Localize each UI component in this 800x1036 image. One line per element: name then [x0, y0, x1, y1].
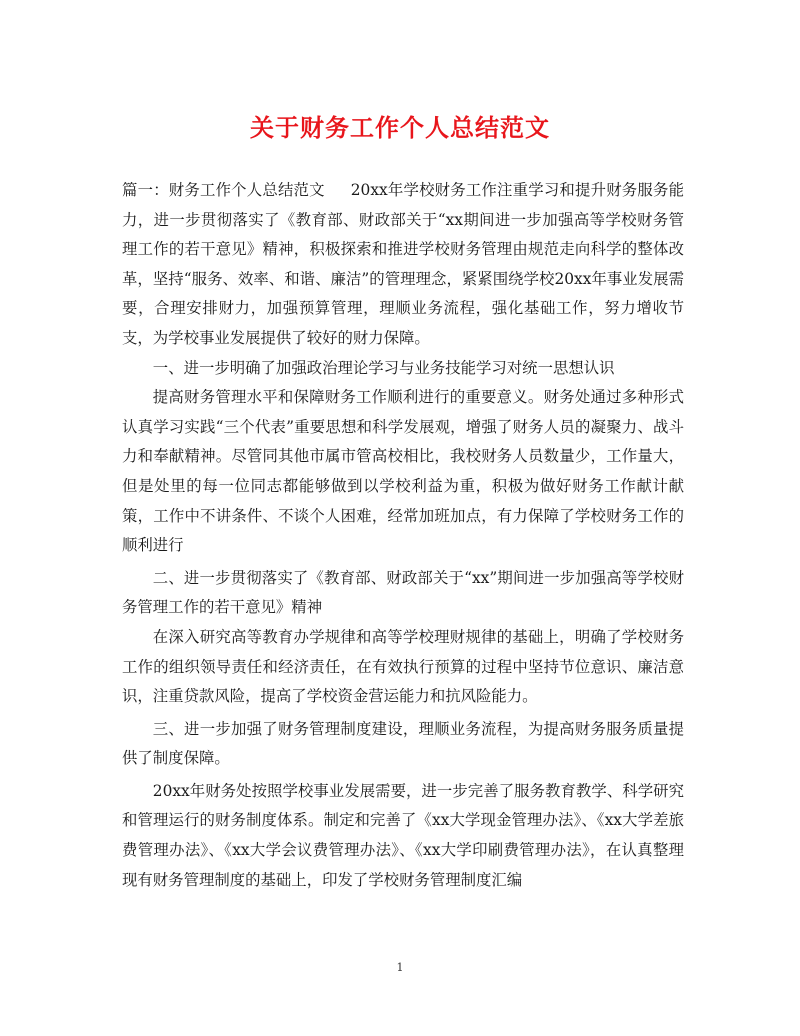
section-body-2: 在深入研究高等教育办学规律和高等学校理财规律的基础上，明确了学校财务工作的组织领导责任和经济责任，在有效执行预算的过程中坚持节位意识、廉洁意识，注重贷款风险，提高了学校资金营运能力和抗风险能力。 [122, 627, 684, 706]
section-heading-1: 一、进一步明确了加强政治理论学习与业务技能学习对统一思想认识 [152, 358, 615, 377]
section-heading-3: 三、进一步加强了财务管理制度建设，理顺业务流程，为提高财务服务质量提供了制度保障。 [122, 719, 684, 768]
section-body-3: 20xx年财务处按照学校事业发展需要，进一步完善了服务教育教学、科学研究和管理运行的财务制度体系。制定和完善了《xx大学现金管理办法》、《xx大学差旅费管理办法》、《xx大学会议费管理办法》、《xx大学印刷费管理办法》，在认真整理现有财务管理制度的基础上，印发了学校财务管理制度汇编 [122, 781, 684, 889]
intro-label: 篇一：财务工作个人总结范文 [122, 181, 325, 199]
intro-paragraph [122, 176, 684, 354]
intro-text: 20xx年学校财务工作注重学习和提升财务服务能力，进一步贯彻落实了《教育部、财政部关于“xx期间进一步加强高等学校财务管理工作的若干意见》精神，积极探索和推进学校财务管理由规范走向科学的整体改革，坚持“服务、效率、和谐、廉洁”的管理理念，紧紧围绕学校20xx年事业发展需要，合理安排财力，加强预算管理，理顺业务流程，强化基础工作，努力增收节支，为学校事业发展提供了较好的财力保障。 [122, 181, 684, 347]
document-body [122, 176, 684, 895]
section-body-1: 提高财务管理水平和保障财务工作顺利进行的重要意义。财务处通过多种形式认真学习实践“三个代表”重要思想和科学发展观，增强了财务人员的凝聚力、战斗力和奉献精神。尽管同其他市属市管高校相比，我校财务人员数量少，工作量大，但是处里的每一位同志都能够做到以学校利益为重，积极为做好财务工作献计献策，工作中不讲条件、不谈个人困难，经常加班加点，有力保障了学校财务工作的顺利进行 [122, 388, 684, 555]
section-heading-2: 二、进一步贯彻落实了《教育部、财政部关于“xx”期间进一步加强高等学校财务管理工作的若干意见》精神 [122, 568, 684, 617]
document-title: 关于财务工作个人总结范文 [250, 113, 550, 142]
page-number: 1 [396, 961, 404, 974]
